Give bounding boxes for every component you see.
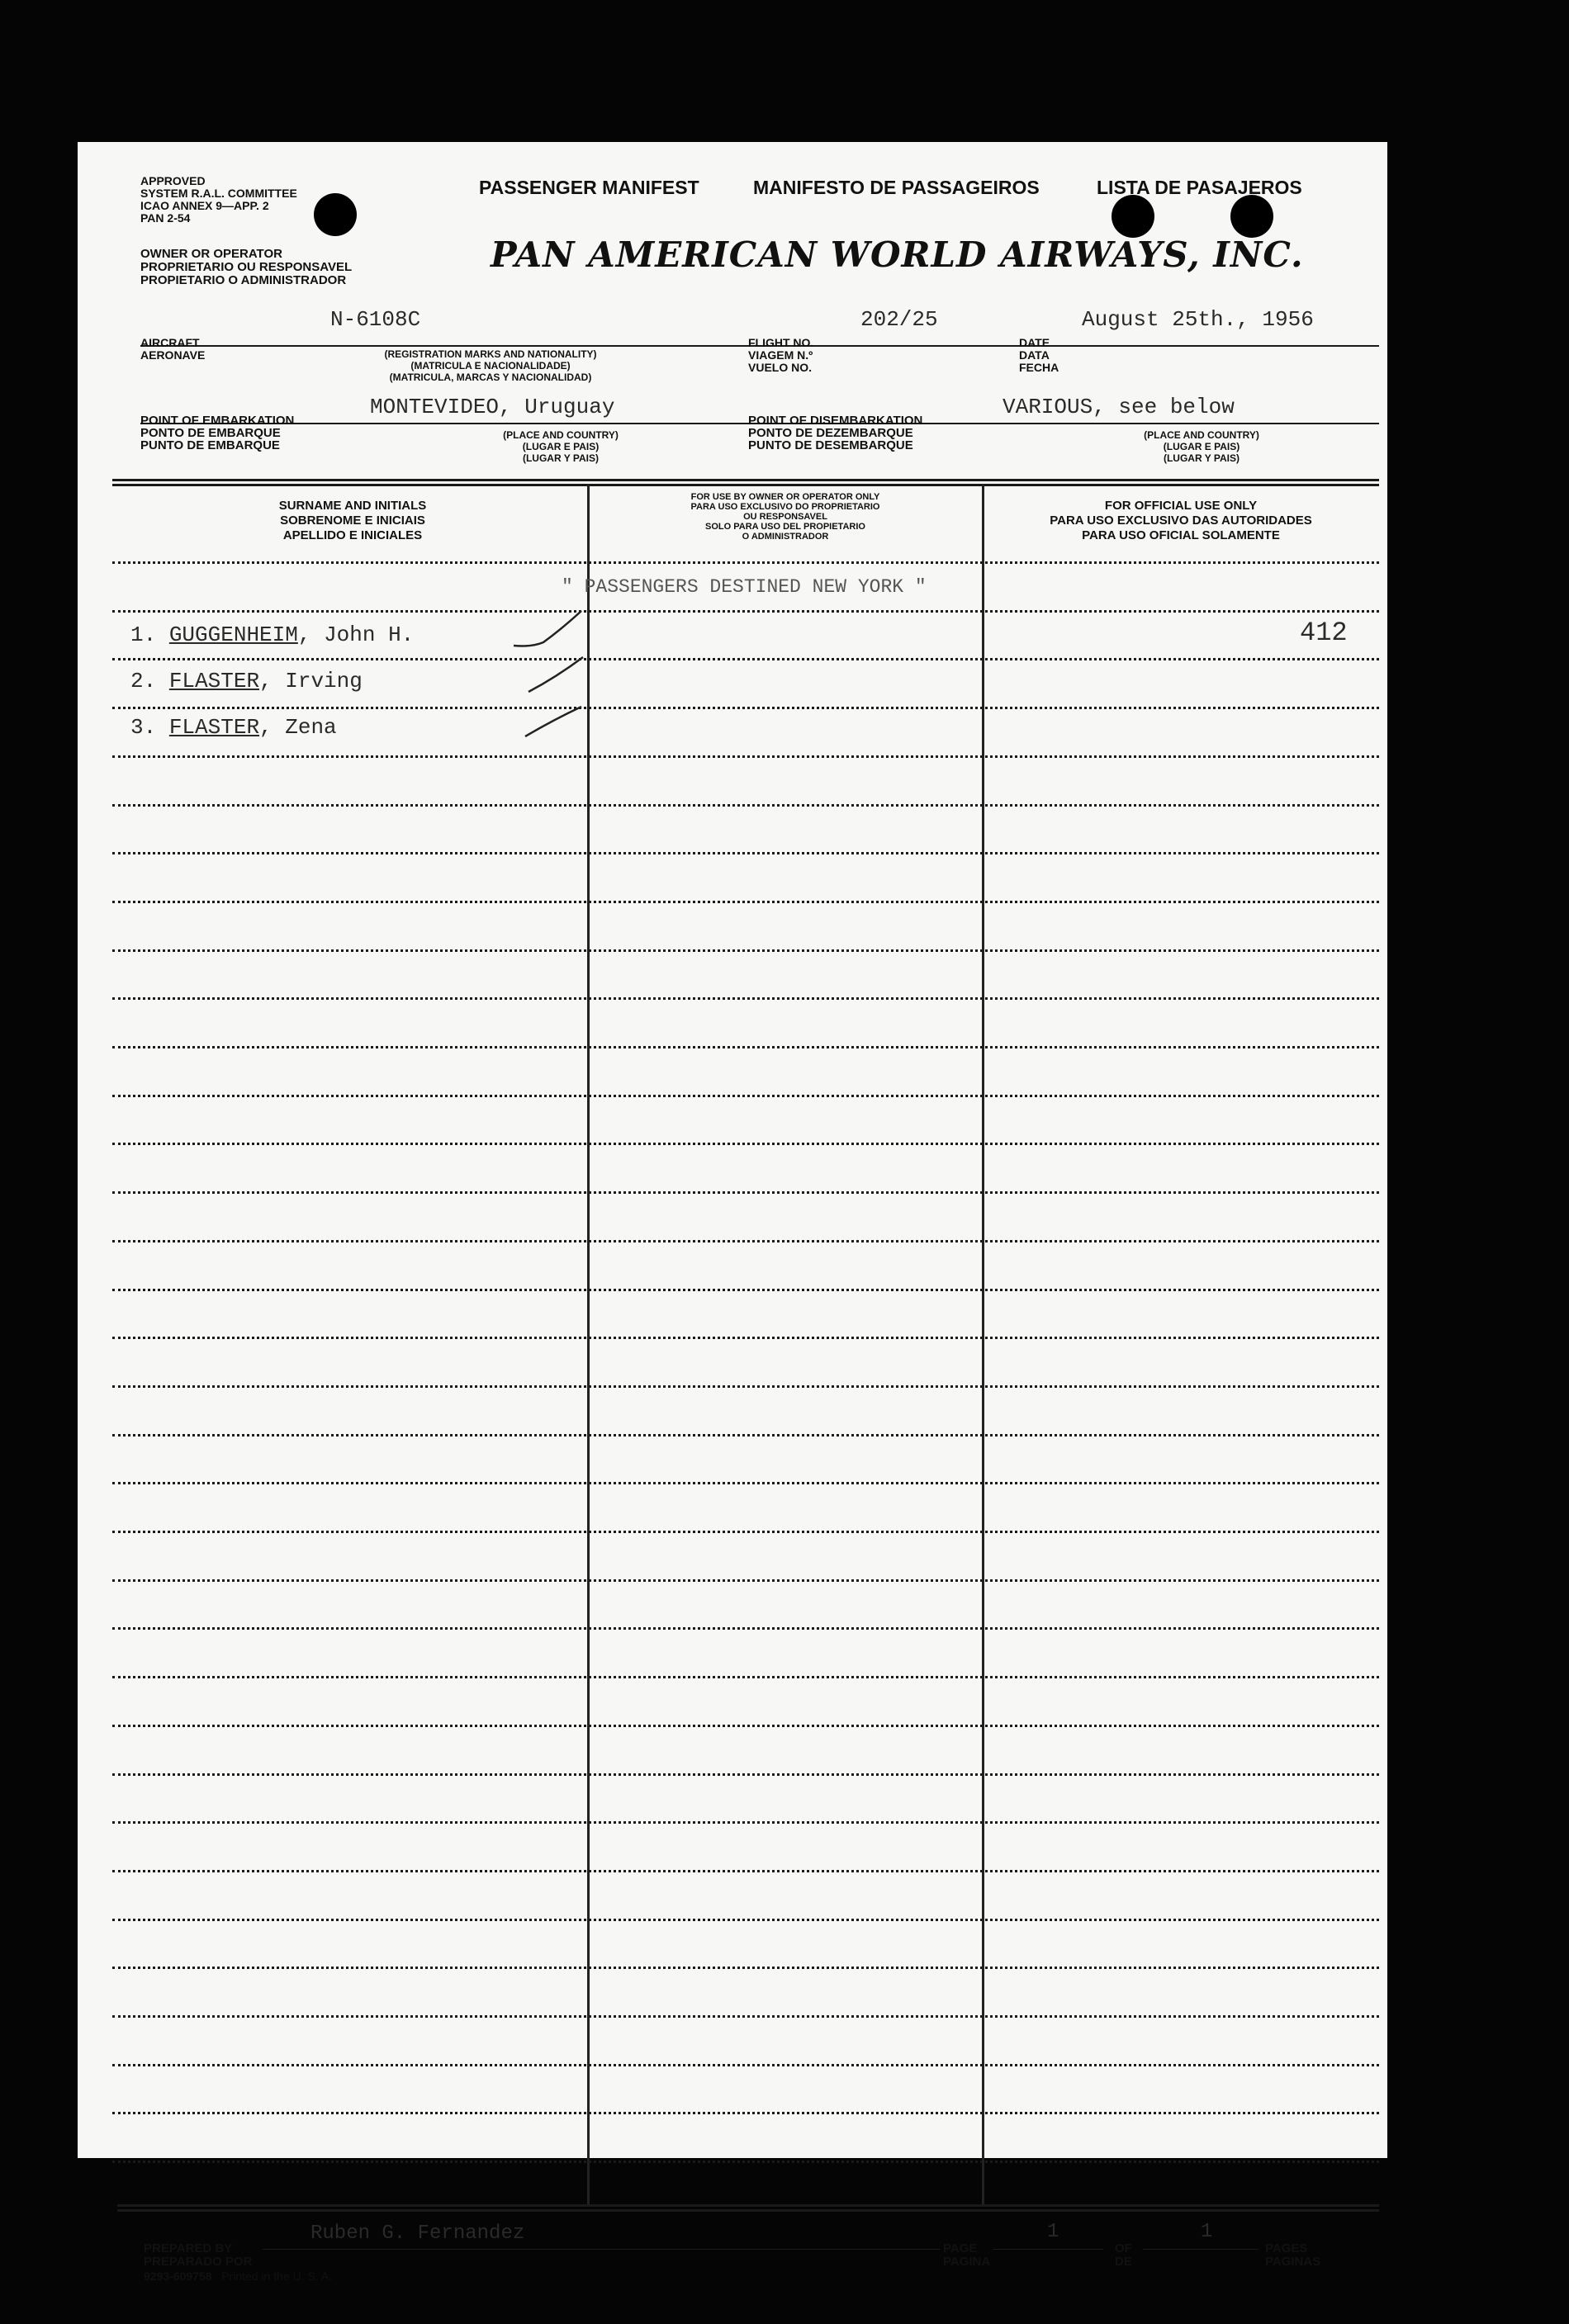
page-label: PAGE PAGINA [943,2241,991,2269]
row-rule [112,1337,1379,1339]
row-rule [112,804,1379,807]
embarkation-value: MONTEVIDEO, Uruguay [370,395,615,419]
table-top-rule [112,479,1379,481]
row-rule [112,1191,1379,1194]
prepared-by-value: Ruben G. Fernandez [310,2222,525,2245]
row-rule [112,755,1379,758]
aircraft-label: AIRCRAFT AERONAVE [140,336,206,362]
passenger-row: 3. FLASTER, Zena [130,715,337,740]
row-rule [112,1919,1379,1921]
row-rule [112,1289,1379,1291]
row-rule [112,610,1379,613]
punch-hole [1112,195,1154,238]
row-rule [112,1676,1379,1678]
pages-label: PAGES PAGINAS [1265,2241,1321,2269]
table-top-rule [112,484,1379,486]
aircraft-value: N-6108C [330,307,421,332]
row-rule [112,997,1379,1000]
row-rule [112,852,1379,854]
passenger-surname: GUGGENHEIM [168,622,298,647]
row-rule [112,1385,1379,1388]
punch-hole [1230,195,1273,238]
row-rule [112,561,1379,564]
disembarkation-value: VARIOUS, see below [1003,395,1235,419]
disembarkation-label: POINT OF DISEMBARKATION PONTO DE DEZEMBARQUE PUNTO DE DESEMBARQUE [748,414,923,452]
passenger-surname: FLASTER [168,669,260,693]
column-divider [982,484,984,2204]
row-rule [112,1821,1379,1824]
company-name: PAN AMERICAN WORLD AIRWAYS, INC. [491,234,1304,275]
title-english: PASSENGER MANIFEST [479,177,699,198]
embarkation-sublabel: (PLACE AND COUNTRY) (LUGAR E PAIS) (LUGAR Y PAIS) [503,429,619,464]
approval-block: APPROVED SYSTEM R.A.L. COMMITTEE ICAO ANNEX 9—APP. 2 PAN 2-54 [140,174,297,225]
passenger-surname: FLASTER [168,715,260,740]
row-rule [112,2112,1379,2114]
row-rule [112,2064,1379,2066]
passenger-given-name: , John H. [297,622,415,647]
page-line [993,2249,1103,2250]
owner-label: OWNER OR OPERATOR PROPRIETARIO OU RESPONSAVEL PROPIETARIO O ADMINISTRADOR [140,247,353,287]
date-label: DATE DATA FECHA [1019,336,1059,374]
prepared-line [263,2249,940,2250]
row-rule [112,901,1379,903]
row-rule [112,1627,1379,1630]
title-portuguese: MANIFESTO DE PASSAGEIROS [753,177,1040,198]
row-rule [112,1531,1379,1533]
embarkation-label: POINT OF EMBARKATION PONTO DE EMBARQUE PUNTO DE EMBARQUE [140,414,295,452]
disembarkation-sublabel: (PLACE AND COUNTRY) (LUGAR E PAIS) (LUGAR Y PAIS) [1144,429,1259,464]
page-number: 1 [1047,2221,1059,2243]
row-rule [112,1143,1379,1145]
official-number: 412 [1300,618,1348,648]
check-marks [507,604,598,753]
row-rule [112,1725,1379,1727]
total-line [1143,2249,1259,2250]
date-value: August 25th., 1956 [1082,307,1314,332]
table-bottom-rule [117,2204,1379,2207]
owner-use-column-header: FOR USE BY OWNER OR OPERATOR ONLY PARA USO EXCLUSIVO DO PROPRIETARIO OU RESPONSAVEL SOLO PARA USO DEL PROPIETARIO O ADMINISTRADOR [690,492,880,542]
row-rule [112,1046,1379,1048]
row-rule [112,707,1379,709]
row-rule [112,2161,1379,2163]
passenger-given-name: , Zena [259,715,337,740]
flight-label: FLIGHT NO. VIAGEM N.º VUELO NO. [748,336,814,374]
prepared-by-label: PREPARED BY PREPARADO POR [144,2241,253,2269]
table-bottom-rule [117,2209,1379,2212]
of-label: OF DE [1115,2241,1132,2269]
flight-value: 202/25 [860,307,938,332]
row-rule [112,2015,1379,2018]
official-use-column-header: FOR OFFICIAL USE ONLY PARA USO EXCLUSIVO DAS AUTORIDADES PARA USO OFICIAL SOLAMENTE [1050,499,1312,542]
punch-hole [314,193,357,236]
manifest-sheet [78,142,1387,2283]
row-rule [112,1482,1379,1484]
row-rule [112,949,1379,952]
row-rule [112,1773,1379,1776]
row-rule [112,1870,1379,1872]
row-rule [112,1579,1379,1582]
passenger-row: 1. GUGGENHEIM, John H. [130,622,415,647]
row-rule [112,1434,1379,1437]
destination-note: " PASSENGERS DESTINED NEW YORK " [562,576,927,598]
row-rule [112,1967,1379,1969]
surname-column-header: SURNAME AND INITIALS SOBRENOME E INICIAIS APELLIDO E INICIALES [278,499,427,542]
passenger-given-name: , Irving [259,669,363,693]
title-spanish: LISTA DE PASAJEROS [1097,177,1302,198]
row-rule [112,658,1379,660]
form-number: 9293-609758 Printed in the U. S. A. [144,2270,333,2283]
aircraft-sublabel: (REGISTRATION MARKS AND NATIONALITY) (MATRICULA E NACIONALIDADE) (MATRICULA, MARCAS Y NACIONALIDAD) [384,348,597,383]
row-rule [112,1240,1379,1242]
total-pages: 1 [1201,2221,1213,2243]
row-rule [112,1095,1379,1097]
passenger-row: 2. FLASTER, Irving [130,669,363,693]
